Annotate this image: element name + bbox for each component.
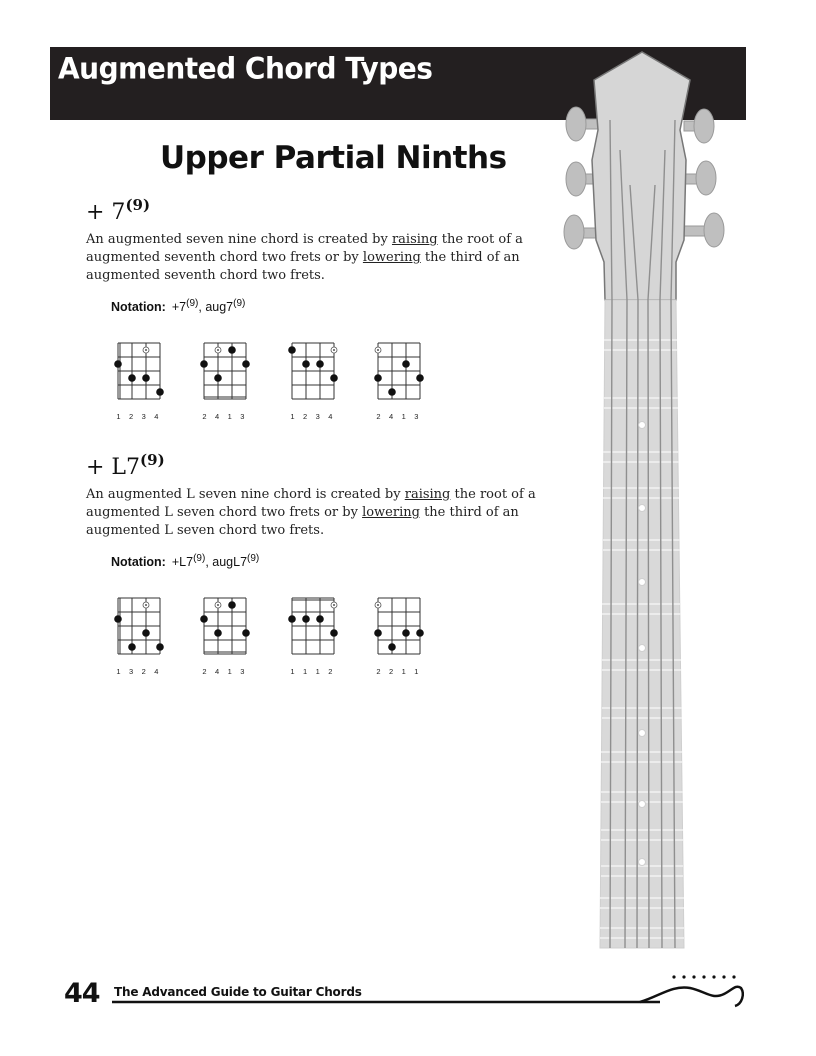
- chord2-symbol: + L7: [86, 455, 141, 480]
- finger-numbers: 2 4 1 3: [376, 412, 422, 421]
- finger-numbers: 2 4 1 3: [202, 667, 248, 676]
- chord1-desc-part: the root of a augmented seventh chord two frets or by: [86, 232, 523, 265]
- chord2-notation-1: +L7: [171, 555, 194, 569]
- page-number: 44: [64, 978, 100, 1009]
- finger-numbers: 2 4 1 3: [202, 412, 248, 421]
- finger-numbers: 1 3 2 4: [116, 667, 162, 676]
- notation-separator: ,: [205, 555, 213, 569]
- finger-numbers: 2 2 1 1: [376, 667, 422, 676]
- chord1-notation-2: aug7: [205, 300, 234, 314]
- chord1-notation-label: Notation:: [111, 300, 166, 314]
- chord2-desc-lowering: lowering: [362, 505, 420, 520]
- chord1-notation-1-sup: (9): [186, 298, 199, 309]
- chord2-desc-part: the root of a augmented L seven chord two frets or by: [86, 487, 536, 520]
- chord2-notation-2-sup: (9): [247, 553, 260, 564]
- chord2-desc-part: the third of an augmented L seven chord two frets.: [86, 505, 519, 538]
- chord1-symbol: + 7: [86, 200, 126, 225]
- chord2-desc-raising: raising: [404, 487, 451, 502]
- chord1-superscript: (9): [125, 196, 151, 214]
- chord1-desc-part: the third of an augmented seventh chord two frets.: [86, 250, 520, 283]
- chord2-desc-part: An augmented L seven nine chord is created by: [86, 487, 405, 502]
- finger-numbers: 1 2 3 4: [290, 412, 336, 421]
- notation-separator: ,: [198, 300, 206, 314]
- chord1-notation-2-sup: (9): [233, 298, 246, 309]
- section-title: Upper Partial Ninths: [160, 140, 507, 176]
- chord2-superscript: (9): [140, 451, 165, 469]
- chord1-desc-raising: raising: [391, 232, 438, 247]
- chord2-notation-1-sup: (9): [193, 553, 206, 564]
- finger-numbers: 1 1 1 2: [290, 667, 336, 676]
- chord1-desc-lowering: lowering: [362, 250, 421, 265]
- chord1-notation-1: +7: [171, 300, 187, 314]
- finger-numbers: 1 2 3 4: [116, 412, 162, 421]
- footer-book-title: The Advanced Guide to Guitar Chords: [114, 985, 362, 999]
- chord2-notation-label: Notation:: [111, 555, 166, 569]
- chord1-desc-part: An augmented seven nine chord is created by: [86, 232, 392, 247]
- chord2-notation-2: augL7: [212, 555, 248, 569]
- page-header-title: Augmented Chord Types: [58, 51, 433, 86]
